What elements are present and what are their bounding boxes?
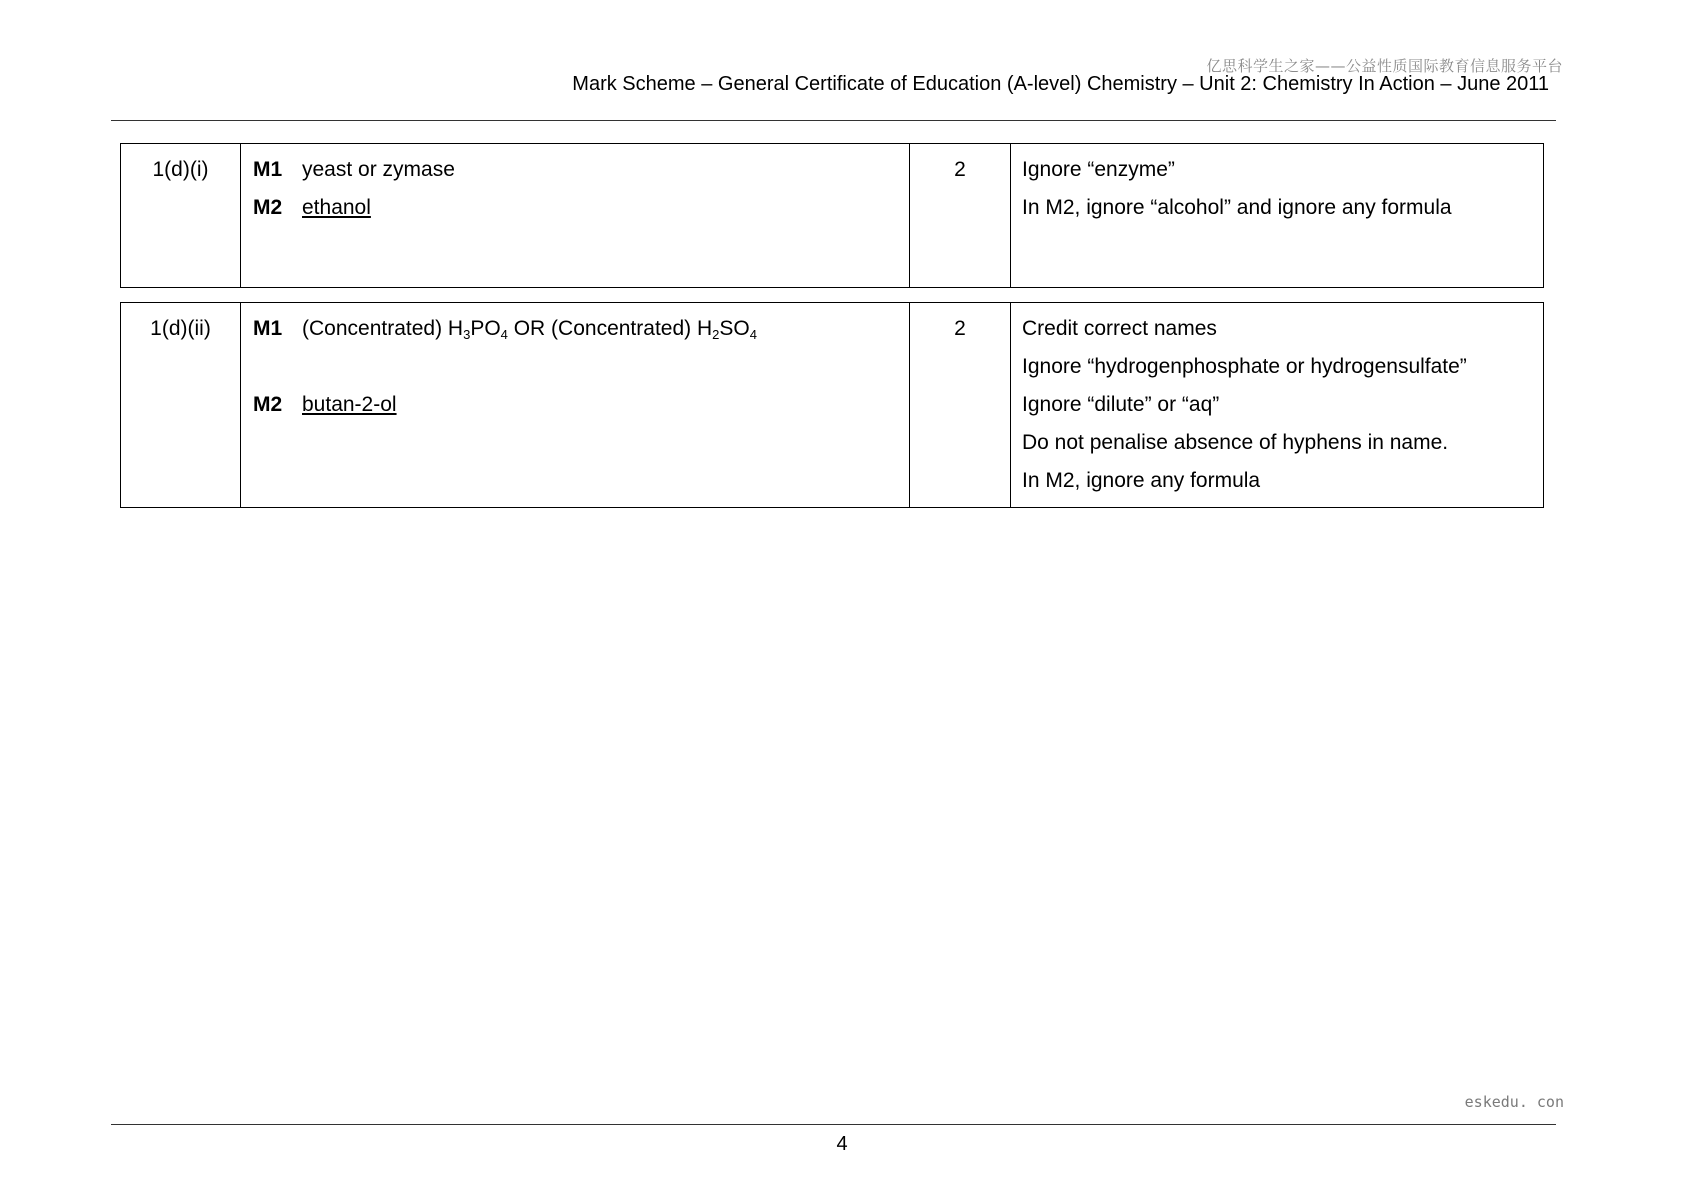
formula-text: (Concentrated) H [302, 317, 464, 340]
guidance-line: In M2, ignore “alcohol” and ignore any formula [1022, 196, 1452, 219]
question-number: 1(d)(i) [152, 158, 209, 181]
guidance-cell [1011, 144, 1544, 288]
formula-text: PO [470, 317, 501, 340]
guidance-cell [1011, 303, 1544, 508]
answer-m1 [253, 317, 909, 355]
question-number: 1(d)(ii) [150, 317, 211, 340]
guidance-line: Ignore “hydrogenphosphate or hydrogensulfate” [1022, 355, 1467, 378]
formula-subscript: 4 [500, 327, 508, 342]
marks-value: 2 [954, 317, 966, 340]
guidance-line: Ignore “dilute” or “aq” [1022, 393, 1220, 416]
guidance-line: In M2, ignore any formula [1022, 469, 1261, 492]
answer-m2 [253, 393, 909, 431]
mark-point-label: M2 [253, 393, 283, 416]
guidance-line: Ignore “enzyme” [1022, 158, 1175, 181]
answer-text: butan-2-ol [302, 393, 397, 416]
question-number-cell [121, 144, 241, 288]
header-divider [111, 120, 1556, 121]
marks-cell [910, 144, 1011, 288]
marks-value: 2 [954, 158, 966, 181]
mark-point-label: M1 [253, 158, 283, 181]
question-number-cell [121, 303, 241, 508]
mark-scheme-table-2 [120, 302, 1544, 508]
page-header-title: Mark Scheme – General Certificate of Education (A-level) Chemistry – Unit 2: Chemistry In Action – June 2011 [572, 73, 1549, 95]
answer-m2 [253, 196, 909, 234]
formula-subscript: 4 [749, 327, 757, 342]
answer-m1 [253, 158, 909, 196]
formula-subscript: 2 [712, 327, 720, 342]
header-watermark: 亿思科学生之家——公益性质国际教育信息服务平台 [1206, 57, 1563, 75]
guidance-line: Do not penalise absence of hyphens in name. [1022, 431, 1449, 454]
answer-cell [241, 303, 910, 508]
answer-text: ethanol [302, 196, 371, 219]
table-row [121, 303, 1544, 508]
mark-point-label: M2 [253, 196, 283, 219]
guidance-line: Credit correct names [1022, 317, 1217, 340]
marks-cell [910, 303, 1011, 508]
answer-text: yeast or zymase [302, 158, 455, 181]
table-row [121, 144, 1544, 288]
footer-watermark: eskedu. con [1464, 1093, 1564, 1111]
mark-scheme-table-1 [120, 143, 1544, 288]
formula-text: OR (Concentrated) H [507, 317, 713, 340]
footer-divider [111, 1124, 1556, 1125]
answer-cell [241, 144, 910, 288]
mark-point-label: M1 [253, 317, 283, 340]
formula-text: SO [719, 317, 750, 340]
page-number: 4 [836, 1133, 848, 1155]
spacer [253, 355, 909, 393]
formula-subscript: 3 [463, 327, 471, 342]
answer-text [302, 317, 757, 340]
